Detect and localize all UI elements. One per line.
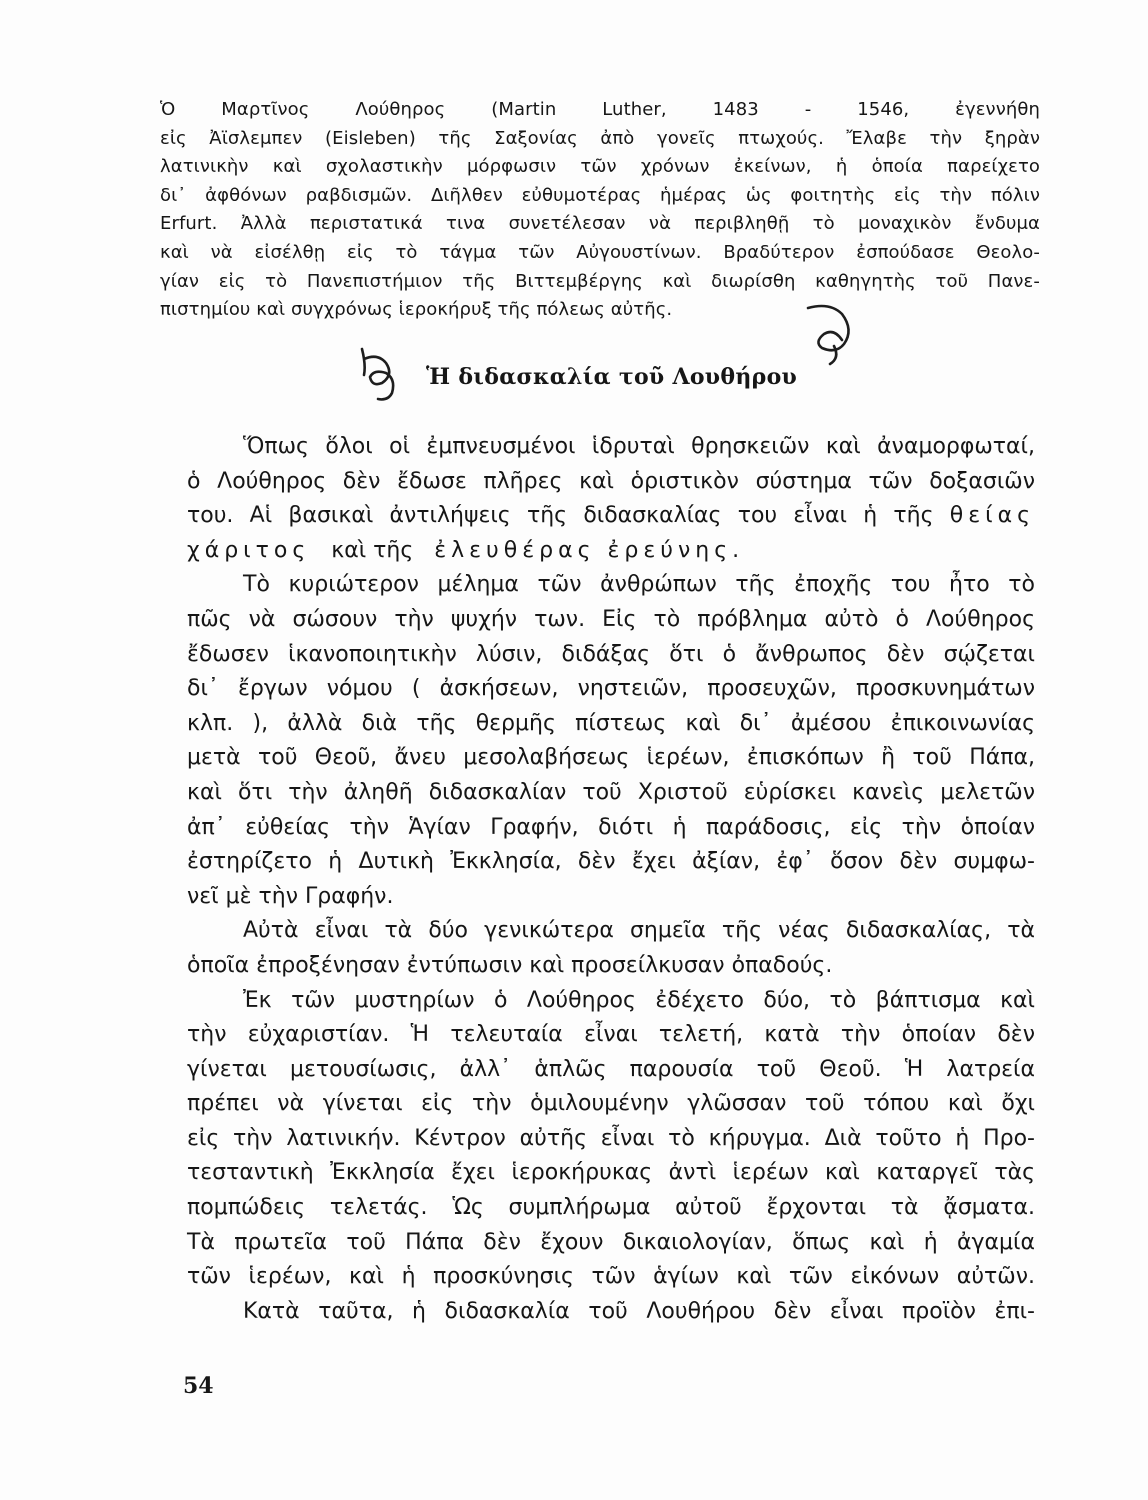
emphasized-term: θείας	[949, 503, 1035, 529]
bio-line: δι᾽ ἀφθόνων ραβδισμῶν. Διῆλθεν εὐθυμοτέρας ἡμέρας ὡς φοιτητὴς εἰς τὴν πόλιν	[160, 184, 1040, 206]
body-line: Τὸ κυριώτερον μέλημα τῶν ἀνθρώπων τῆς ἐποχῆς του ἦτο τὸ	[243, 572, 1035, 598]
body-line: καὶ ὅτι τὴν ἀληθῆ διδασκαλίαν τοῦ Χριστοῦ εὑρίσκει κανεὶς μελετῶν	[187, 779, 1035, 805]
body-line: μετὰ τοῦ Θεοῦ, ἄνευ μεσολαβήσεως ἱερέων, ἐπισκόπων ἢ τοῦ Πάπα,	[187, 745, 1035, 771]
body-line	[187, 499, 1035, 534]
body-line: Κατὰ ταῦτα, ἡ διδασκαλία τοῦ Λουθήρου δὲν εἶναι προϊὸν ἐπι-	[243, 1298, 1035, 1324]
bio-line: εἰς Ἀϊσλεμπεν (Eisleben) τῆς Σαξονίας ἀπὸ γονεῖς πτωχούς. Ἔλαβε τὴν ξηρὰν	[160, 127, 1040, 149]
body-line: εἰς τὴν λατινικήν. Κέντρον αὐτῆς εἶναι τὸ κήρυγμα. Διὰ τοῦτο ἡ Προ-	[187, 1125, 1035, 1151]
emphasized-term: ἐλευθέρας ἐρεύνης.	[434, 537, 745, 563]
handwritten-mark-icon	[352, 345, 410, 405]
body-text	[187, 430, 1035, 1329]
body-line: πομπώδεις τελετάς. Ὡς συμπλήρωμα αὐτοῦ ἔρχονται τὰ ᾄσματα.	[187, 1195, 1035, 1221]
body-line: ἐστηρίζετο ἡ Δυτικὴ Ἐκκλησία, δὲν ἔχει ἀξίαν, ἐφ᾽ ὅσον δὲν συμφω-	[187, 849, 1035, 875]
body-line: Αὐτὰ εἶναι τὰ δύο γενικώτερα σημεῖα τῆς νέας διδασκαλίας, τὰ	[243, 918, 1035, 944]
body-line: νεῖ μὲ τὴν Γραφήν.	[187, 883, 394, 909]
body-line: τὴν εὐχαριστίαν. Ἡ τελευταία εἶναι τελετή, κατὰ τὴν ὁποίαν δὲν	[187, 1022, 1035, 1048]
body-line: γίνεται μετουσίωσις, ἀλλ᾽ ἁπλῶς παρουσία τοῦ Θεοῦ. Ἡ λατρεία	[187, 1056, 1035, 1082]
bio-line: Erfurt. Ἀλλὰ περιστατικά τινα συνετέλεσαν νὰ περιβληθῇ τὸ μοναχικὸν ἔνδυμα	[160, 213, 1040, 235]
body-line: Ὅπως ὅλοι οἱ ἐμπνευσμένοι ἱδρυταὶ θρησκειῶν καὶ ἀναμορφωταί,	[243, 434, 1035, 459]
page-number: 54	[183, 1373, 214, 1399]
body-line: κλπ. ), ἀλλὰ διὰ τῆς θερμῆς πίστεως καὶ δι᾽ ἀμέσου ἐπικοινωνίας	[187, 710, 1035, 736]
body-line: πρέπει νὰ γίνεται εἰς τὴν ὁμιλουμένην γλῶσσαν τοῦ τόπου καὶ ὄχι	[187, 1091, 1035, 1117]
body-line	[187, 534, 1035, 569]
body-line: ὁποῖα ἐπροξένησαν ἐντύπωσιν καὶ προσείλκυσαν ὀπαδούς.	[187, 952, 833, 978]
body-line-text: του. Αἱ βασικαὶ ἀντιλήψεις τῆς διδασκαλίας του εἶναι ἡ τῆς	[187, 503, 934, 529]
bio-line: Ὁ Μαρτῖνος Λούθηρος (Martin Luther, 1483 - 1546, ἐγεννήθη	[160, 99, 1040, 120]
body-line: Ἐκ τῶν μυστηρίων ὁ Λούθηρος ἐδέχετο δύο, τὸ βάπτισμα καὶ	[243, 987, 1035, 1013]
handwritten-mark-icon	[800, 300, 860, 370]
biographical-note	[160, 96, 1040, 325]
body-line: πῶς νὰ σώσουν τὴν ψυχήν των. Εἰς τὸ πρόβλημα αὐτὸ ὁ Λούθηρος	[187, 606, 1035, 632]
bio-line: γίαν εἰς τὸ Πανεπιστήμιον τῆς Βιττεμβέργης καὶ διωρίσθη καθηγητὴς τοῦ Πανε-	[160, 270, 1040, 292]
bio-line: πιστημίου καὶ συγχρόνως ἱεροκήρυξ τῆς πόλεως αὐτῆς.	[160, 299, 673, 321]
body-line: ἀπ᾽ εὐθείας τὴν Ἁγίαν Γραφήν, διότι ἡ παράδοσις, εἰς τὴν ὁποίαν	[187, 814, 1035, 840]
body-line: Τὰ πρωτεῖα τοῦ Πάπα δὲν ἔχουν δικαιολογίαν, ὅπως καὶ ἡ ἀγαμία	[187, 1229, 1035, 1255]
bio-line: καὶ νὰ εἰσέλθῃ εἰς τὸ τάγμα τῶν Αὐγουστίνων. Βραδύτερον ἐσπούδασε Θεολο-	[160, 241, 1040, 263]
section-heading: Ἡ διδασκαλία τοῦ Λουθήρου	[426, 364, 798, 390]
body-line: τῶν ἱερέων, καὶ ἡ προσκύνησις τῶν ἁγίων καὶ τῶν εἰκόνων αὐτῶν.	[187, 1264, 1035, 1290]
body-line: ὁ Λούθηρος δὲν ἔδωσε πλῆρες καὶ ὁριστικὸν σύστημα τῶν δοξασιῶν	[187, 468, 1035, 494]
bio-line: λατινικὴν καὶ σχολαστικὴν μόρφωσιν τῶν χρόνων ἐκείνων, ἡ ὁποία παρείχετο	[160, 156, 1040, 178]
body-line: δι᾽ ἔργων νόμου ( ἀσκήσεων, νηστειῶν, προσευχῶν, προσκυνημάτων	[187, 676, 1035, 702]
body-line-text: καὶ τῆς	[331, 537, 414, 563]
emphasized-term: χάριτος	[187, 537, 311, 563]
body-line: ἔδωσεν ἱκανοποιητικὴν λύσιν, διδάξας ὅτι ὁ ἄνθρωπος δὲν σῴζεται	[187, 641, 1035, 667]
body-line: τεσταντικὴ Ἐκκλησία ἔχει ἱεροκήρυκας ἀντὶ ἱερέων καὶ καταργεῖ τὰς	[187, 1160, 1035, 1186]
